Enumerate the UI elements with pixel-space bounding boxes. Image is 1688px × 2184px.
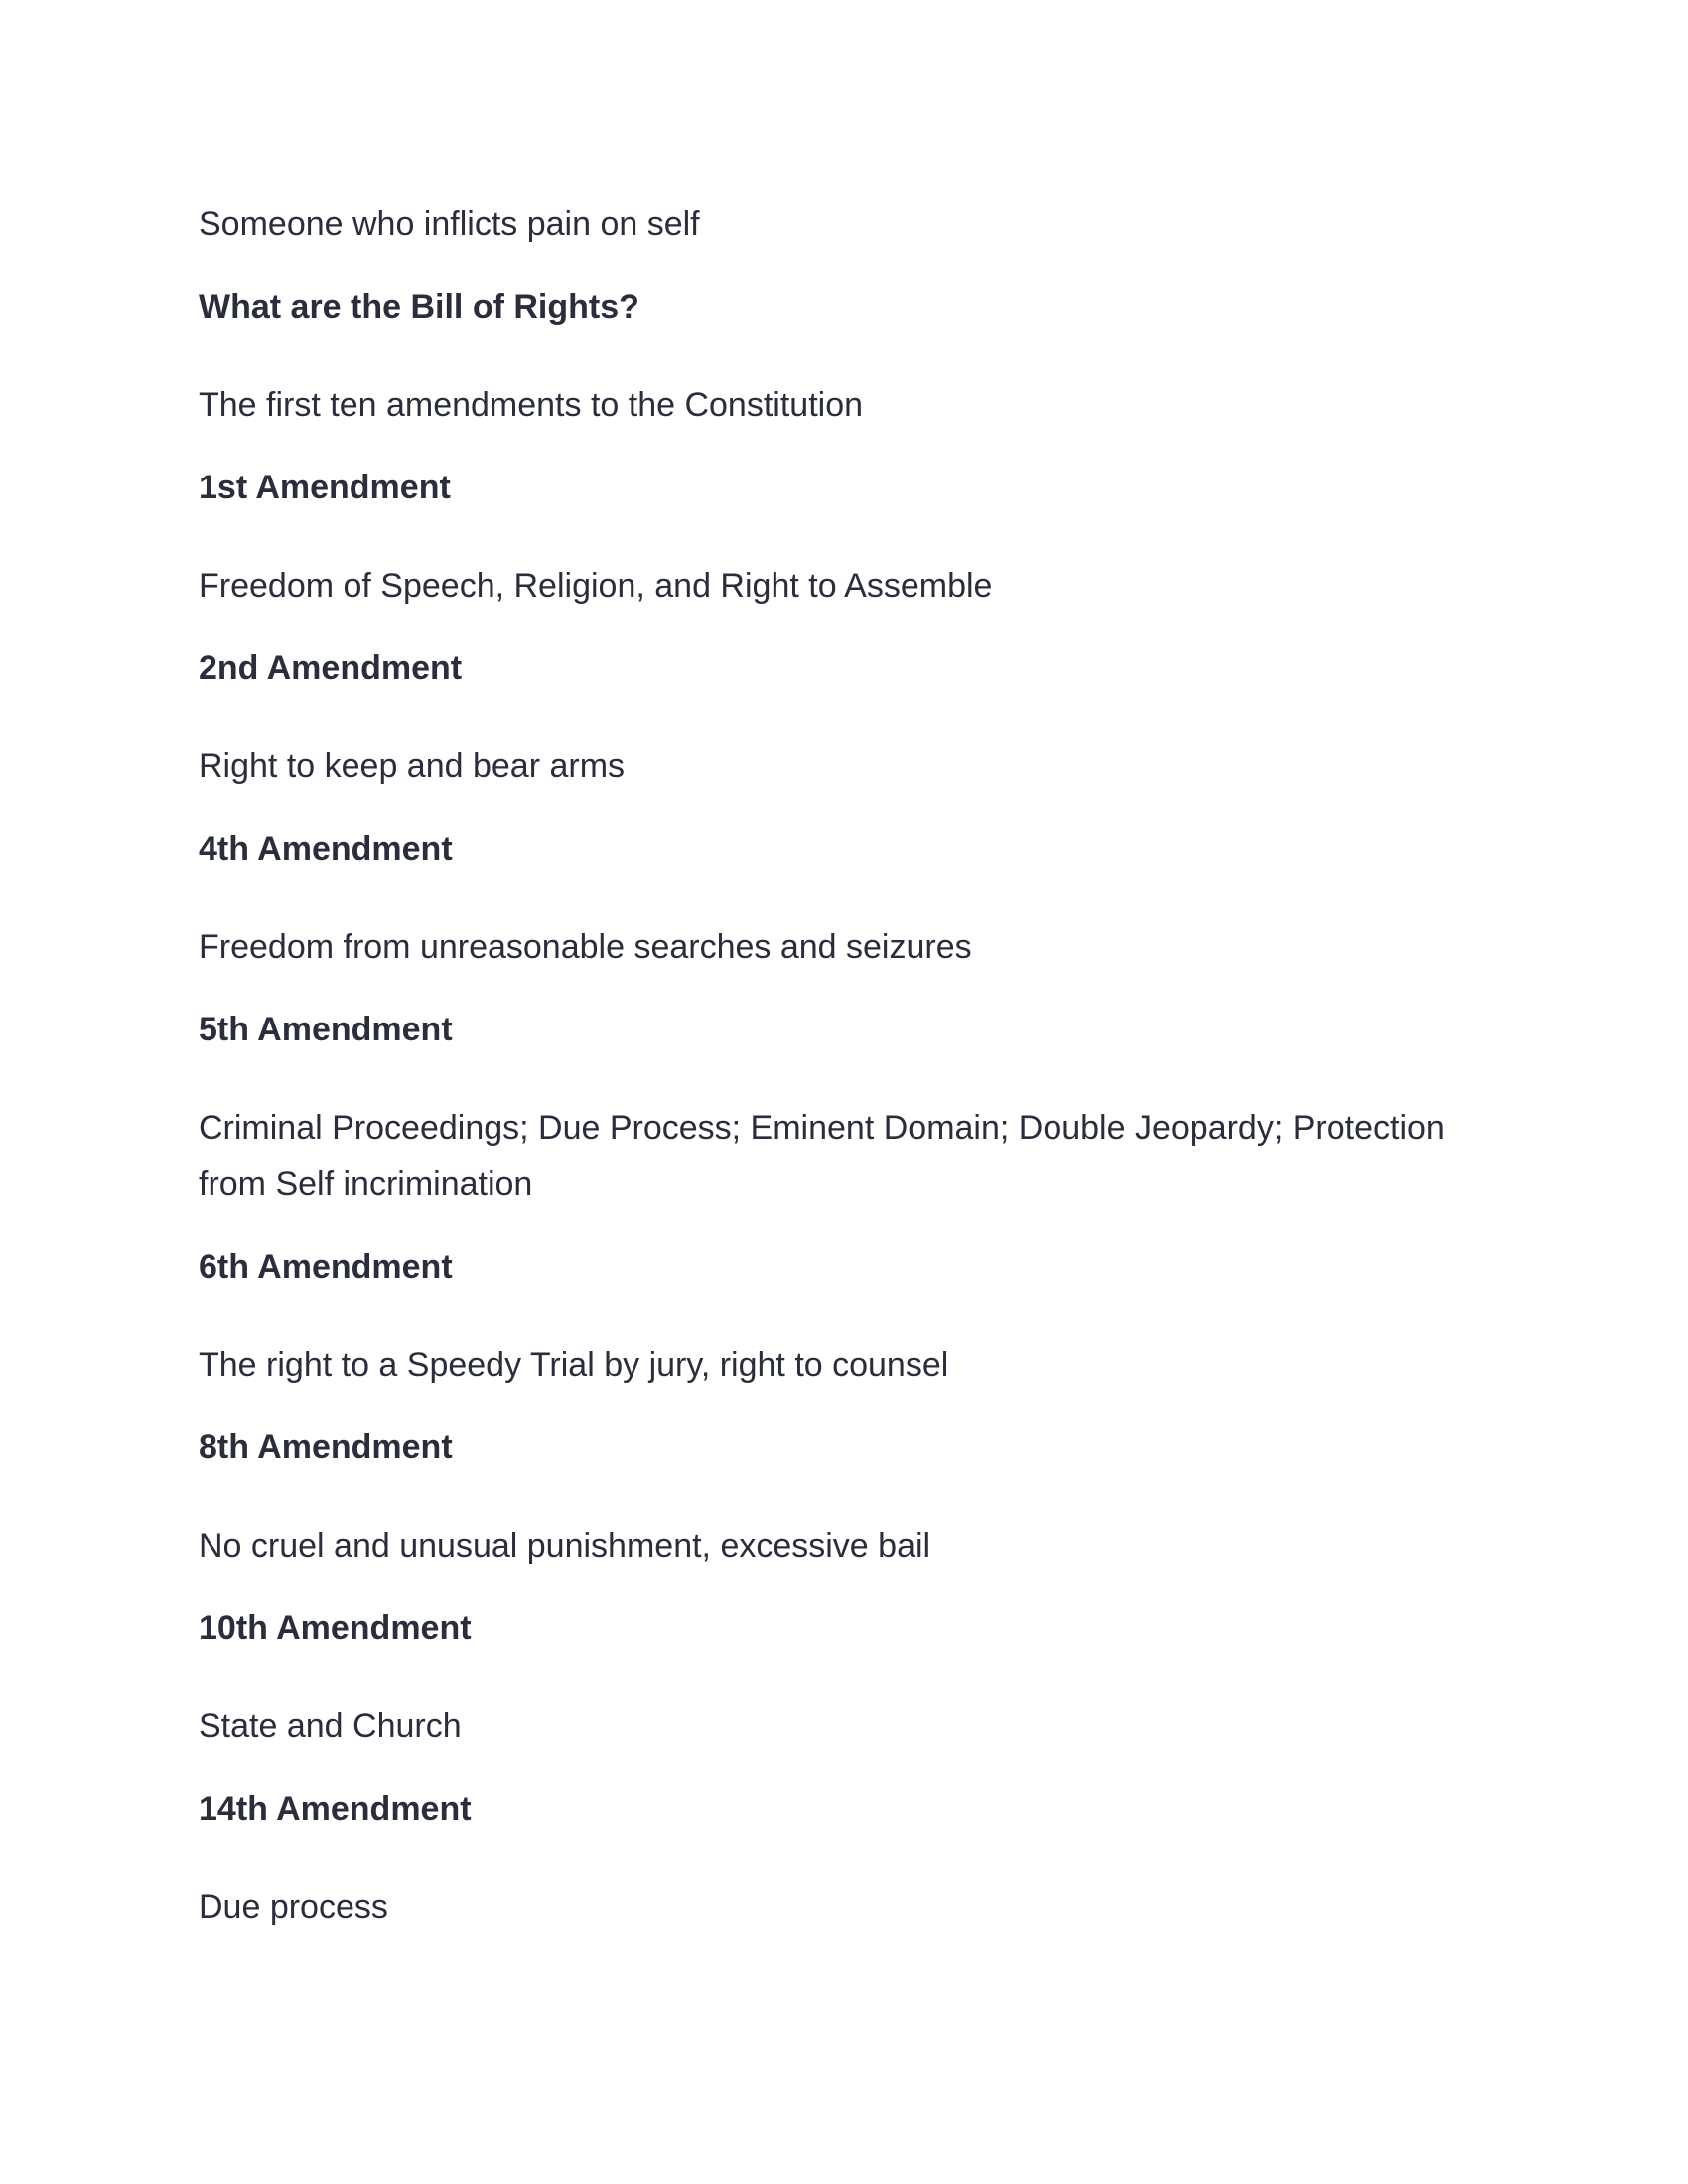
answer-text: The first ten amendments to the Constitution <box>199 386 864 424</box>
question-heading: What are the Bill of Rights? <box>199 288 639 326</box>
answer-text: State and Church <box>199 1707 462 1745</box>
answer-text: Criminal Proceedings; Due Process; Eminent Domain; Double Jeopardy; Protection from Self incrimination <box>199 1109 1445 1203</box>
question-heading: 4th Amendment <box>199 830 453 868</box>
question-heading: 8th Amendment <box>199 1429 453 1466</box>
answer-text: Someone who inflicts pain on self <box>199 205 700 243</box>
answer-text: Freedom of Speech, Religion, and Right to Assemble <box>199 567 993 605</box>
question-heading: 10th Amendment <box>199 1609 472 1647</box>
question-heading: 6th Amendment <box>199 1248 453 1286</box>
flashcard-list <box>199 197 1489 1970</box>
question-heading: 1st Amendment <box>199 469 451 506</box>
answer-text: Due process <box>199 1888 388 1926</box>
question-heading: 14th Amendment <box>199 1790 472 1828</box>
answer-text: No cruel and unusual punishment, excessive bail <box>199 1527 931 1565</box>
question-heading: 2nd Amendment <box>199 649 463 687</box>
answer-text: The right to a Speedy Trial by jury, right to counsel <box>199 1346 949 1384</box>
answer-text: Freedom from unreasonable searches and seizures <box>199 928 972 966</box>
question-heading: 5th Amendment <box>199 1011 453 1048</box>
answer-text: Right to keep and bear arms <box>199 748 626 785</box>
